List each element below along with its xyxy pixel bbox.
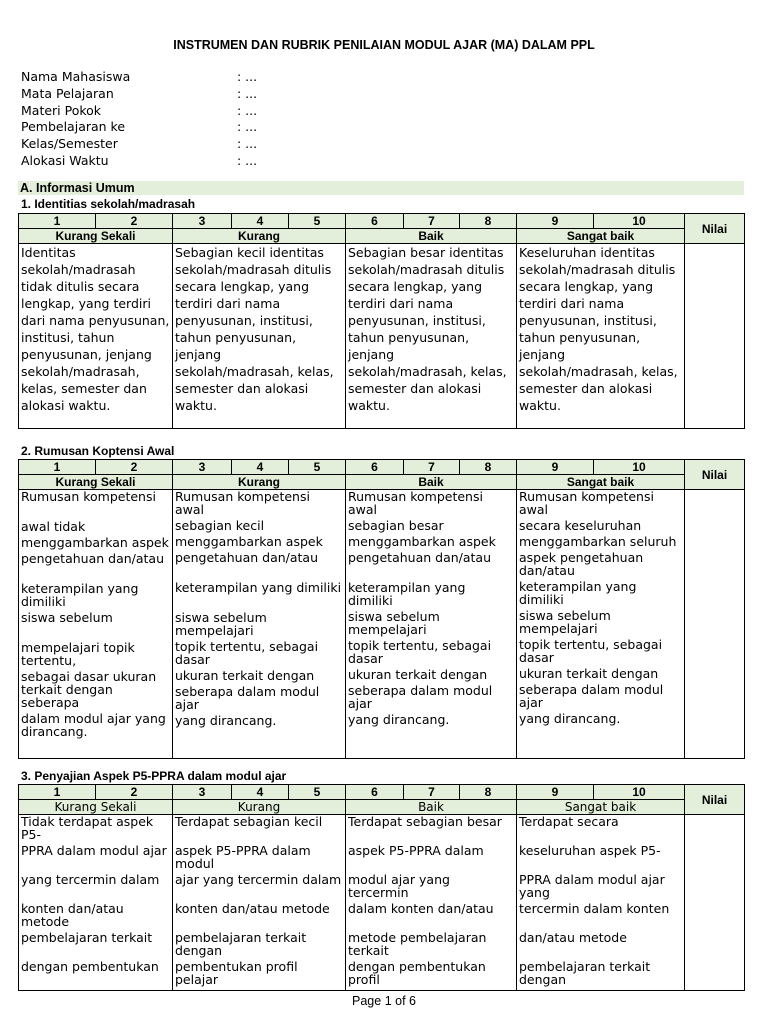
score-row [19, 214, 745, 229]
text-line: menggambarkan aspek [175, 534, 323, 549]
text-line: yang tercermin dalam [21, 872, 160, 887]
score-cell: 3 [173, 785, 232, 800]
level-cell: Kurang Sekali [19, 229, 173, 244]
nilai-input-cell[interactable] [685, 490, 745, 759]
text-line: yang [519, 885, 550, 900]
score-cell: 4 [232, 214, 289, 229]
text-line: dasar [348, 651, 383, 666]
text-line: pengetahuan dan/atau [21, 551, 165, 566]
text-line: siswa sebelum [175, 610, 267, 625]
nilai-input-cell[interactable] [685, 815, 745, 991]
text-line: ajar [519, 695, 543, 710]
info-label: Nama Mahasiswa [21, 69, 131, 84]
text-line: siswa sebelum [348, 609, 440, 624]
info-label: Kelas/Semester [21, 136, 118, 152]
text-line: terkait dengan [21, 682, 113, 697]
text-line: siswa sebelum [519, 608, 611, 623]
text-line: dan/atau [519, 563, 575, 578]
text-line: Rumusan kompetensi [175, 489, 310, 504]
text-line: yang dirancang. [348, 712, 450, 727]
text-line: dasar [519, 650, 554, 665]
description-kurang-sekali [19, 490, 173, 759]
text-line: P5- [21, 827, 42, 842]
score-cell: 10 [594, 460, 685, 475]
score-row [19, 460, 745, 475]
text-line: dan/atau metode [519, 930, 627, 945]
nilai-header: Nilai [685, 785, 745, 815]
text-line: ajar [348, 696, 372, 711]
text-line: tercermin dalam konten [519, 901, 670, 916]
text-line: metode [21, 914, 70, 929]
text-line: mempelajari topik [21, 640, 135, 655]
score-cell: 5 [289, 214, 346, 229]
info-row-materi [21, 103, 257, 120]
text-line: menggambarkan aspek [348, 534, 496, 549]
level-row [19, 800, 745, 815]
text-line: PPRA dalam modul ajar [21, 843, 167, 858]
document-title: INSTRUMEN DAN RUBRIK PENILAIAN MODUL AJAR (MA) DALAM PPL [173, 38, 595, 52]
footer-prefix: Page [352, 994, 385, 1008]
level-cell: Kurang [173, 475, 346, 490]
description-sangat-baik [517, 815, 685, 991]
score-cell: 7 [404, 214, 460, 229]
text-line: pembelajaran terkait [175, 930, 307, 945]
score-cell: 8 [460, 785, 517, 800]
text-line: ukuran terkait dengan [348, 667, 488, 682]
text-line: dengan [175, 943, 223, 958]
score-cell: 5 [289, 460, 346, 475]
text-line: dimiliki [21, 594, 66, 609]
text-line: sebagian kecil [175, 518, 265, 533]
score-cell: 6 [346, 460, 404, 475]
description-baik: Sebagian besar identitas sekolah/madrasah ditulis secara lengkap, yang terdiri dari nama penyusunan, institusi, tahun penyusunan, jenjang sekolah/madrasah, kelas, semester dan alokasi waktu. [346, 244, 517, 429]
text-line: konten dan/atau metode [175, 901, 330, 916]
text-line: dimiliki [519, 592, 564, 607]
info-row-nama [21, 69, 257, 86]
description-row [19, 490, 745, 759]
description-baik [346, 490, 517, 759]
info-label: Pembelajaran ke [21, 119, 126, 135]
description-kurang-sekali: Identitas sekolah/madrasah tidak ditulis secara lengkap, yang terdiri dari nama penyusunan, institusi, tahun penyusunan, jenjang sekolah/madrasah, kelas, semester dan alokasi waktu. [19, 244, 173, 429]
text-line: mempelajari [348, 622, 427, 637]
score-cell: 9 [517, 785, 594, 800]
info-value: : ... [237, 152, 258, 168]
section-heading-a: A. Informasi Umum [18, 181, 744, 195]
rubric-table-2 [18, 459, 745, 759]
text-line: sebagian besar [348, 518, 444, 533]
score-cell: 2 [96, 214, 173, 229]
text-line: dengan pembentukan [348, 959, 486, 974]
score-cell: 1 [19, 214, 96, 229]
text-line: profil [348, 972, 380, 987]
text-line: siswa sebelum [21, 610, 113, 625]
text-line: dengan [519, 972, 567, 987]
text-line: ukuran terkait dengan [175, 668, 315, 683]
info-row-kelas [21, 136, 257, 153]
info-fields [21, 69, 257, 170]
score-cell: 10 [594, 785, 685, 800]
text-line: Terdapat sebagian kecil [175, 814, 323, 829]
text-line: mempelajari [519, 621, 598, 636]
level-cell: Sangat baik [517, 229, 685, 244]
level-row [19, 475, 745, 490]
text-line: ajar [175, 697, 199, 712]
criterion-heading-3: 3. Penyajian Aspek P5-PPRA dalam modul ajar [21, 769, 287, 783]
text-line: dengan pembentukan [21, 959, 159, 974]
text-line: pembelajaran terkait [21, 930, 153, 945]
text-line: dalam konten dan/atau [348, 901, 494, 916]
score-cell: 10 [594, 214, 685, 229]
text-line: secara keseluruhan [519, 518, 642, 533]
level-cell: Kurang [173, 800, 346, 815]
text-line: aspek P5-PPRA dalam [175, 843, 311, 858]
score-cell: 1 [19, 460, 96, 475]
info-label: Mata Pelajaran [21, 85, 114, 101]
text-line: tercermin [348, 885, 409, 900]
score-cell: 1 [19, 785, 96, 800]
text-line: konten dan/atau [21, 901, 124, 916]
text-line: Tidak terdapat aspek [21, 814, 154, 829]
text-line: mempelajari [175, 623, 254, 638]
score-cell: 8 [460, 214, 517, 229]
score-cell: 4 [232, 460, 289, 475]
footer-middle: of [391, 994, 410, 1008]
text-line: aspek pengetahuan [519, 550, 644, 565]
info-label: Alokasi Waktu [21, 152, 109, 168]
level-cell: Kurang Sekali [19, 475, 173, 490]
description-row [19, 244, 745, 429]
score-cell: 7 [404, 460, 460, 475]
score-cell: 7 [404, 785, 460, 800]
text-line: dimiliki [348, 593, 393, 608]
text-line: topik tertentu, sebagai [519, 637, 663, 652]
info-value: : ... [237, 69, 258, 84]
text-line: menggambarkan seluruh [519, 534, 677, 549]
score-cell: 9 [517, 214, 594, 229]
info-row-alokasi [21, 153, 257, 170]
text-line: seberapa dalam modul [175, 684, 320, 699]
text-line: PPRA dalam modul ajar [519, 872, 665, 887]
text-line: Terdapat secara [519, 814, 619, 829]
info-row-mapel [21, 86, 257, 103]
text-line: awal [519, 502, 549, 517]
info-value: : ... [237, 136, 258, 152]
text-line: ukuran terkait dengan [519, 666, 659, 681]
text-line: keterampilan yang [519, 579, 637, 594]
level-cell: Baik [346, 800, 517, 815]
page-total: 6 [409, 994, 416, 1008]
text-line: awal [348, 502, 378, 517]
text-line: dalam modul ajar yang [21, 711, 166, 726]
text-line: keterampilan yang [348, 580, 466, 595]
text-line: Rumusan kompetensi [519, 489, 654, 504]
level-cell: Sangat baik [517, 475, 685, 490]
text-line: modul ajar yang [348, 872, 450, 887]
text-line: terkait [348, 943, 389, 958]
score-cell: 4 [232, 785, 289, 800]
score-cell: 3 [173, 214, 232, 229]
level-cell: Baik [346, 475, 517, 490]
text-line: pembelajaran terkait [519, 959, 651, 974]
score-cell: 9 [517, 460, 594, 475]
text-line: dasar [175, 652, 210, 667]
text-line: awal [175, 502, 205, 517]
text-line: seberapa dalam modul [348, 683, 493, 698]
level-cell: Sangat baik [517, 800, 685, 815]
criterion-heading-2: 2. Rumusan Koptensi Awal [21, 444, 175, 458]
text-line: Terdapat sebagian besar [348, 814, 502, 829]
text-line: topik tertentu, sebagai [175, 639, 319, 654]
score-cell: 6 [346, 214, 404, 229]
rubric-table-3 [18, 784, 745, 991]
criterion-heading-1: 1. Identitias sekolah/madrasah [21, 197, 196, 211]
info-label: Materi Pokok [21, 102, 102, 118]
text-line: topik tertentu, sebagai [348, 638, 492, 653]
description-kurang [173, 815, 346, 991]
text-line: Rumusan kompetensi [348, 489, 483, 504]
description-row [19, 815, 745, 991]
info-value: : ... [237, 102, 258, 118]
text-line: seberapa dalam modul [519, 682, 664, 697]
description-sangat-baik: Keseluruhan identitas sekolah/madrasah ditulis secara lengkap, yang terdiri dari nama penyusunan, institusi, tahun penyusunan, jenjang sekolah/madrasah, kelas, semester dan alokasi waktu. [517, 244, 685, 429]
info-row-pembelajaran [21, 119, 257, 136]
description-baik [346, 815, 517, 991]
score-cell: 6 [346, 785, 404, 800]
text-line: pelajar [175, 972, 219, 987]
description-kurang: Sebagian kecil identitas sekolah/madrasah ditulis secara lengkap, yang terdiri dari nama penyusunan, institusi, tahun penyusunan, jenjang sekolah/madrasah, kelas, semester dan alokasi waktu. [173, 244, 346, 429]
level-cell: Kurang Sekali [19, 800, 173, 815]
info-value: : ... [237, 85, 258, 101]
text-line: pembentukan profil [175, 959, 298, 974]
nilai-header: Nilai [685, 460, 745, 490]
nilai-header: Nilai [685, 214, 745, 244]
text-line: dirancang. [21, 724, 88, 739]
text-line: keterampilan yang dimiliki [175, 580, 342, 595]
description-kurang [173, 490, 346, 759]
text-line: pengetahuan dan/atau [348, 550, 492, 565]
text-line: seberapa [21, 695, 80, 710]
score-cell: 2 [96, 785, 173, 800]
text-line: aspek P5-PPRA dalam [348, 843, 484, 858]
score-cell: 5 [289, 785, 346, 800]
nilai-input-cell[interactable] [685, 244, 745, 429]
text-line: metode pembelajaran [348, 930, 487, 945]
page-footer [0, 994, 768, 1008]
text-line: yang dirancang. [519, 711, 621, 726]
score-cell: 2 [96, 460, 173, 475]
text-line: tertentu, [21, 653, 77, 668]
score-cell: 8 [460, 460, 517, 475]
text-line: ajar yang tercermin dalam [175, 872, 342, 887]
score-row [19, 785, 745, 800]
text-line: sebagai dasar ukuran [21, 669, 157, 684]
description-kurang-sekali [19, 815, 173, 991]
text-line: Rumusan kompetensi [21, 489, 156, 504]
text-line: modul [175, 856, 215, 871]
rubric-table-1 [18, 213, 745, 429]
page-current: 1 [384, 994, 392, 1008]
level-row [19, 229, 745, 244]
text-line: menggambarkan aspek [21, 535, 169, 550]
info-value: : ... [237, 119, 258, 135]
text-line: keseluruhan aspek P5- [519, 843, 661, 858]
text-line: yang dirancang. [175, 713, 277, 728]
description-sangat-baik [517, 490, 685, 759]
level-cell: Baik [346, 229, 517, 244]
text-line: keterampilan yang [21, 581, 139, 596]
score-cell: 3 [173, 460, 232, 475]
text-line: awal tidak [21, 519, 86, 534]
text-line: pengetahuan dan/atau [175, 550, 319, 565]
level-cell: Kurang [173, 229, 346, 244]
